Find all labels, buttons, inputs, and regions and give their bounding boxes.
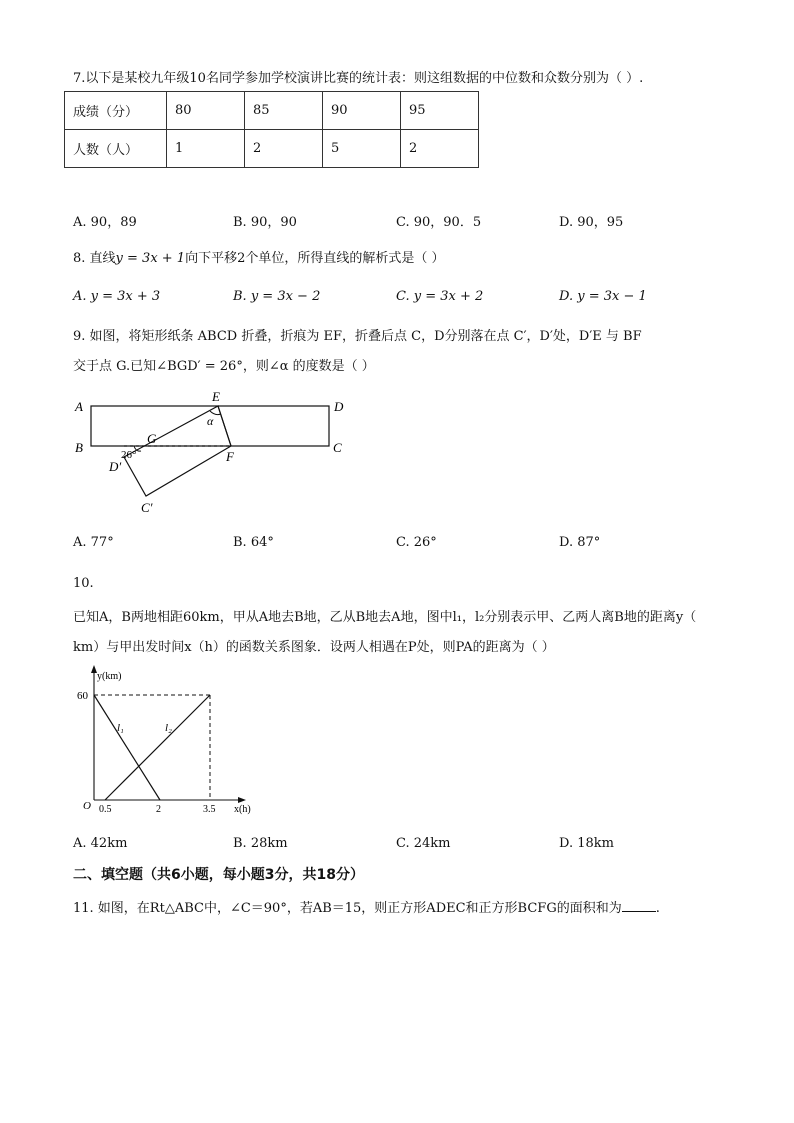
label-g: G [147,431,157,446]
q11-text: 11. 如图，在Rt△ABC中，∠C＝90°，若AB＝15，则正方形ADEC和正方形BCFG的面积和为 [73,901,622,916]
label-l1: l₁ [117,722,124,734]
q8-stem-prefix: 8. 直线 [73,251,116,266]
q7-option-d: D. 90，95 [559,215,624,230]
label-l2: l₂ [165,722,172,734]
q8-formula: y = 3x + 1 [115,251,186,266]
fold-figure [70,388,360,518]
section-heading: 二、填空题（共6小题，每小题3分，共18分） [73,867,364,883]
q8-option-a: A. y = 3x + 3 [73,289,161,304]
q7-option-c: C. 90，90．5 [396,215,482,230]
table-cell: 2 [401,130,479,168]
x-axis-label: x(h) [234,804,251,815]
q9-stem-line1: 9. 如图，将矩形纸条 ABCD 折叠，折痕为 EF，折叠后点 C，D分别落在点 C′，D′处，D′E 与 BF [73,329,642,344]
q8-stem-suffix: 向下平移2个单位，所得直线的解析式是（ ） [185,251,445,266]
q7-option-b: B. 90，90 [233,215,297,230]
table-cell: 成绩（分） [65,92,167,130]
q10-stem-line2: km）与甲出发时间x（h）的函数关系图象．设两人相遇在P处，则PA的距离为（ ） [73,640,555,655]
table-cell: 5 [323,130,401,168]
tick-2: 2 [156,804,161,815]
q7-option-a: A. 90，89 [73,215,137,230]
q9-option-d: D. 87° [559,535,601,550]
q9-option-b: B. 64° [233,535,274,550]
table-cell: 人数（人） [65,130,167,168]
table-cell: 2 [245,130,323,168]
table-cell: 85 [245,92,323,130]
label-c-prime: C′ [141,500,153,515]
q10-option-d: D. 18km [559,836,614,851]
q11-stem [73,897,660,916]
q10-option-a: A. 42km [73,836,128,851]
line-l2 [105,695,210,800]
q8-stem [73,247,445,266]
label-a: A [75,399,83,414]
table-cell: 90 [323,92,401,130]
q9-option-a: A. 77° [73,535,114,550]
q10-stem-line1: 已知A，B两地相距60km，甲从A地去B地，乙从B地去A地，图中l₁，l₂分别表示甲、乙两人离B地的距离y（ [73,610,697,625]
score-table [64,91,479,168]
q7-stem: 7.以下是某校九年级10名同学参加学校演讲比赛的统计表：则这组数据的中位数和众数分别为（ ）. [73,71,644,86]
table-row [65,92,479,130]
label-e: E [212,389,220,404]
distance-time-graph [70,665,270,820]
tick-0-5: 0.5 [99,804,112,815]
table-cell: 1 [167,130,245,168]
table-cell: 80 [167,92,245,130]
label-d-prime: D′ [109,459,122,474]
origin-label: O [83,800,91,812]
table-cell: 95 [401,92,479,130]
q8-option-d: D. y = 3x − 1 [559,289,647,304]
q10-number: 10. [73,576,94,591]
label-alpha: α [207,414,214,428]
x-axis-arrow [238,797,246,803]
q11-end: . [655,901,660,916]
label-d: D [334,399,344,414]
q9-option-c: C. 26° [396,535,437,550]
q10-option-c: C. 24km [396,836,451,851]
y-axis-label: y(km) [97,671,122,682]
line-l1 [94,695,160,800]
label-c: C [333,440,342,455]
q9-stem-line2: 交于点 G.已知∠BGD′ = 26°，则∠α 的度数是（ ） [73,359,375,374]
label-26-degrees: 26° [121,449,137,461]
q8-option-c: C. y = 3x + 2 [396,289,484,304]
tick-3-5: 3.5 [203,804,216,815]
answer-blank [622,899,656,912]
label-f: F [226,449,234,464]
table-row [65,130,479,168]
tick-60: 60 [77,690,88,702]
label-b: B [75,440,83,455]
q8-option-b: B. y = 3x − 2 [233,289,321,304]
q10-option-b: B. 28km [233,836,288,851]
